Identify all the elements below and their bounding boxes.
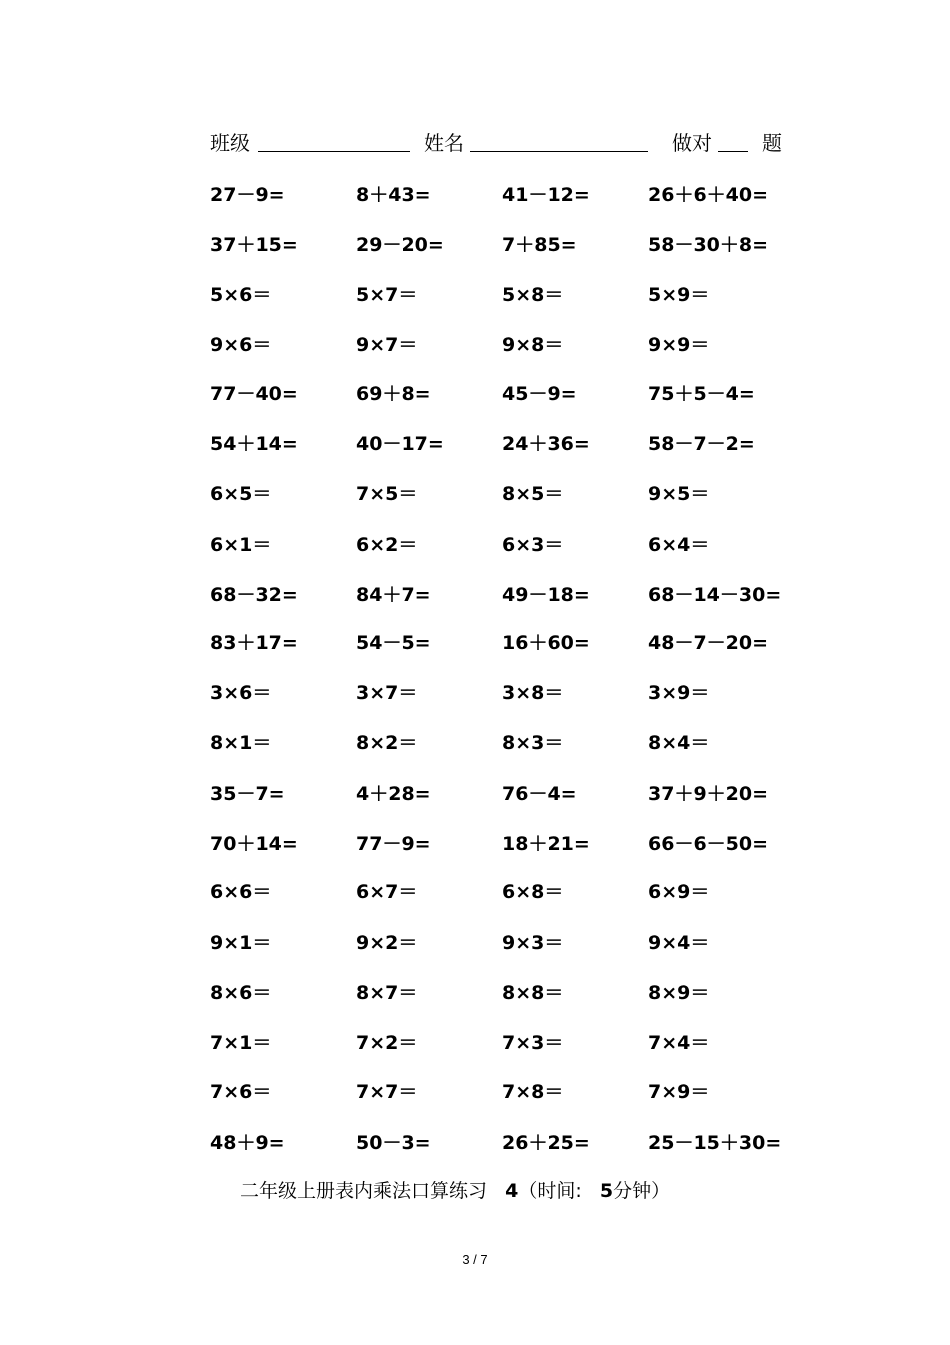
problem-item: 5×8＝ [502, 284, 564, 306]
problem-row [210, 330, 810, 360]
problem-item: 27－9= [210, 184, 285, 206]
problem-row [210, 429, 810, 459]
problem-item: 50－3= [356, 1132, 431, 1154]
problem-item: 70＋14= [210, 833, 298, 855]
problem-row [210, 1128, 810, 1158]
problem-item: 35－7= [210, 783, 285, 805]
problem-item: 83＋17= [210, 632, 298, 654]
class-blank [258, 151, 410, 152]
problem-item: 16＋60= [502, 632, 590, 654]
problem-item: 48－7－20= [648, 632, 769, 654]
problem-item: 45－9= [502, 383, 577, 405]
problem-item: 8×9＝ [648, 982, 710, 1004]
time-close: 分钟） [613, 1180, 671, 1202]
problem-item: 8×8＝ [502, 982, 564, 1004]
problem-item: 8＋43= [356, 184, 431, 206]
problem-item: 54＋14= [210, 433, 298, 455]
time-value: 5 [599, 1180, 614, 1202]
problem-item: 40－17= [356, 433, 444, 455]
problem-row [210, 1077, 810, 1107]
problem-item: 9×4＝ [648, 932, 710, 954]
problem-row [210, 280, 810, 310]
problem-item: 25－15＋30= [648, 1132, 782, 1154]
problem-item: 8×3＝ [502, 732, 564, 754]
problem-item: 9×9＝ [648, 334, 710, 356]
problem-row [210, 1028, 810, 1058]
problem-item: 8×6＝ [210, 982, 272, 1004]
worksheet-title [240, 1176, 670, 1206]
problem-item: 26＋6＋40= [648, 184, 769, 206]
problem-item: 7×5＝ [356, 483, 418, 505]
problem-item: 8×2＝ [356, 732, 418, 754]
problem-item: 9×5＝ [648, 483, 710, 505]
problem-row [210, 530, 810, 560]
problem-item: 8×4＝ [648, 732, 710, 754]
problem-item: 4＋28= [356, 783, 431, 805]
problem-row [210, 877, 810, 907]
problem-row [210, 230, 810, 260]
problem-item: 5×6＝ [210, 284, 272, 306]
problem-item: 26＋25= [502, 1132, 590, 1154]
problem-item: 8×5＝ [502, 483, 564, 505]
problem-item: 49－18= [502, 584, 590, 606]
problem-item: 6×4＝ [648, 534, 710, 556]
time-open: （时间: [518, 1180, 582, 1202]
problem-item: 7×2＝ [356, 1032, 418, 1054]
problem-item: 69＋8= [356, 383, 431, 405]
question-suffix: 题 [762, 131, 782, 155]
problem-row [210, 928, 810, 958]
problem-item: 6×2＝ [356, 534, 418, 556]
problem-item: 37＋9＋20= [648, 783, 769, 805]
problem-item: 7×7＝ [356, 1081, 418, 1103]
problem-item: 68－32= [210, 584, 298, 606]
problem-item: 54－5= [356, 632, 431, 654]
problem-item: 7×6＝ [210, 1081, 272, 1103]
problem-item: 68－14－30= [648, 584, 782, 606]
problem-row [210, 728, 810, 758]
problem-row [210, 829, 810, 859]
problem-item: 5×9＝ [648, 284, 710, 306]
problem-item: 6×7＝ [356, 881, 418, 903]
correct-label: 做对 [672, 131, 712, 155]
class-label: 班级 [210, 131, 250, 155]
problem-item: 3×9＝ [648, 682, 710, 704]
problem-item: 8×1＝ [210, 732, 272, 754]
problem-item: 7×9＝ [648, 1081, 710, 1103]
problem-item: 6×1＝ [210, 534, 272, 556]
problem-item: 9×2＝ [356, 932, 418, 954]
problem-item: 7×3＝ [502, 1032, 564, 1054]
problem-item: 24＋36= [502, 433, 590, 455]
problem-item: 58－30＋8= [648, 234, 769, 256]
problem-item: 7×8＝ [502, 1081, 564, 1103]
title-text: 二年级上册表内乘法口算练习 [240, 1180, 488, 1202]
problem-item: 77－9= [356, 833, 431, 855]
problem-item: 3×7＝ [356, 682, 418, 704]
problem-item: 75＋5－4= [648, 383, 755, 405]
problem-item: 18＋21= [502, 833, 590, 855]
problem-item: 84＋7= [356, 584, 431, 606]
problem-row [210, 978, 810, 1008]
problem-row [210, 678, 810, 708]
problem-row [210, 628, 810, 658]
problem-item: 9×3＝ [502, 932, 564, 954]
problem-row [210, 580, 810, 610]
problem-row [210, 379, 810, 409]
problem-item: 29－20= [356, 234, 444, 256]
correct-count-blank [718, 151, 748, 152]
problem-item: 66－6－50= [648, 833, 769, 855]
problem-item: 3×6＝ [210, 682, 272, 704]
problem-item: 76－4= [502, 783, 577, 805]
problem-row [210, 180, 810, 210]
problem-row [210, 779, 810, 809]
name-label: 姓名 [424, 131, 464, 155]
problem-item: 6×3＝ [502, 534, 564, 556]
problem-item: 7×4＝ [648, 1032, 710, 1054]
problem-item: 6×5＝ [210, 483, 272, 505]
problem-item: 48＋9= [210, 1132, 285, 1154]
problem-item: 7＋85= [502, 234, 577, 256]
problem-item: 41－12= [502, 184, 590, 206]
page-number: 3 / 7 [462, 1252, 488, 1267]
problem-item: 6×8＝ [502, 881, 564, 903]
problem-item: 8×7＝ [356, 982, 418, 1004]
problem-item: 9×1＝ [210, 932, 272, 954]
problem-item: 77－40= [210, 383, 298, 405]
problem-item: 3×8＝ [502, 682, 564, 704]
problem-item: 9×8＝ [502, 334, 564, 356]
problem-item: 9×7＝ [356, 334, 418, 356]
name-blank [470, 151, 648, 152]
problem-item: 6×6＝ [210, 881, 272, 903]
problem-row [210, 479, 810, 509]
problem-item: 5×7＝ [356, 284, 418, 306]
problem-item: 9×6＝ [210, 334, 272, 356]
problem-item: 37＋15= [210, 234, 298, 256]
problem-item: 6×9＝ [648, 881, 710, 903]
problem-item: 7×1＝ [210, 1032, 272, 1054]
problem-item: 58－7－2= [648, 433, 755, 455]
exercise-number: 4 [505, 1180, 519, 1202]
